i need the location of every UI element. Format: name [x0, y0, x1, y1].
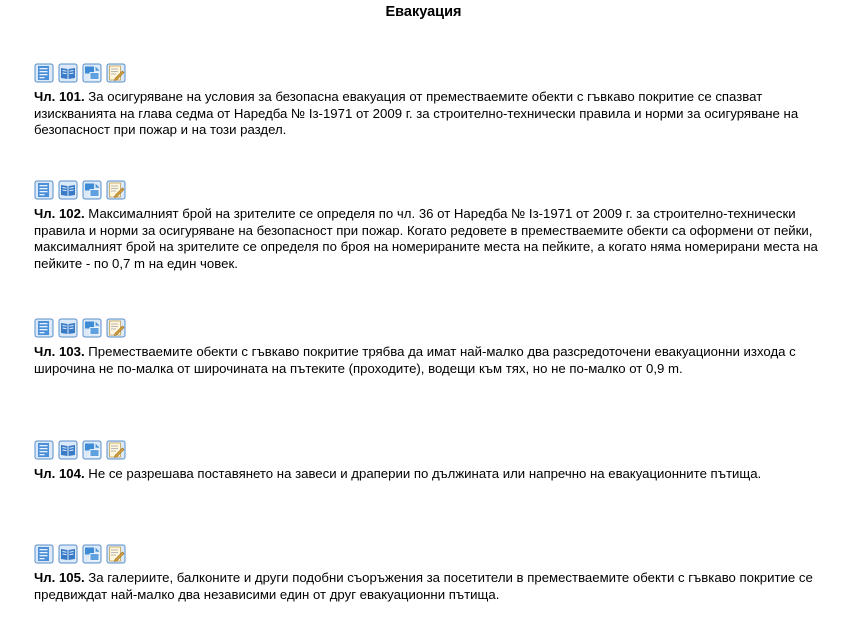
document-icon[interactable]: [34, 544, 54, 564]
article-toolbar: [34, 180, 824, 200]
book-icon[interactable]: [58, 440, 78, 460]
section-title: Евакуация: [385, 4, 462, 20]
document-icon[interactable]: [34, 180, 54, 200]
book-icon[interactable]: [58, 544, 78, 564]
article: [34, 180, 824, 272]
edit-note-icon[interactable]: [106, 440, 126, 460]
article-toolbar: [34, 63, 824, 83]
article-body: За галериите, балконите и други подобни съоръжения за посетители в преместваемите обекти с гъвкаво покритие се предвиждат най-малко два независими един от друг евакуационни пътища.: [34, 570, 813, 602]
article-body: Не се разрешава поставянето на завеси и драперии по дължината или напречно на евакуационните пътища.: [84, 466, 762, 481]
document-icon[interactable]: [34, 440, 54, 460]
compare-icon[interactable]: [82, 318, 102, 338]
article-body: За осигуряване на условия за безопасна евакуация от преместваемите обекти с гъвкаво покритие се спазват изискванията на глава седма от Наредба № Із-1971 от 2009 г. за строително-технически правила и норми за осигуряване на безопасност при пожар и на този раздел.: [34, 89, 799, 138]
article-text: [34, 466, 824, 483]
article-number: Чл. 105.: [34, 570, 85, 585]
article: [34, 318, 824, 377]
edit-note-icon[interactable]: [106, 318, 126, 338]
document-icon[interactable]: [34, 63, 54, 83]
article-toolbar: [34, 544, 824, 564]
article-number: Чл. 102.: [34, 206, 85, 221]
article: [34, 63, 824, 139]
article-toolbar: [34, 440, 824, 460]
edit-note-icon[interactable]: [106, 63, 126, 83]
article-number: Чл. 104.: [34, 466, 85, 481]
article-toolbar: [34, 318, 824, 338]
book-icon[interactable]: [58, 63, 78, 83]
article-text: [34, 89, 824, 139]
article-number: Чл. 103.: [34, 344, 85, 359]
book-icon[interactable]: [58, 180, 78, 200]
compare-icon[interactable]: [82, 63, 102, 83]
article-text: [34, 570, 824, 603]
article-body: Максималният брой на зрителите се определя по чл. 36 от Наредба № Із-1971 от 2009 г. за строително-технически правила и норми за осигуряване на безопасност при пожар. Когато редовете в преместваемите обекти са оформени от пейки, максималният брой на зрителите се определя по броя на номерираните места на пейките, а когато няма номерирани места на пейките - по 0,7 m на един човек.: [34, 206, 818, 271]
edit-note-icon[interactable]: [106, 544, 126, 564]
compare-icon[interactable]: [82, 440, 102, 460]
document-icon[interactable]: [34, 318, 54, 338]
article-text: [34, 206, 824, 272]
book-icon[interactable]: [58, 318, 78, 338]
article: [34, 544, 824, 603]
article-text: [34, 344, 824, 377]
compare-icon[interactable]: [82, 544, 102, 564]
edit-note-icon[interactable]: [106, 180, 126, 200]
article: [34, 440, 824, 483]
compare-icon[interactable]: [82, 180, 102, 200]
article-body: Преместваемите обекти с гъвкаво покритие трябва да имат най-малко два разсредоточени евакуационни изхода с широчина не по-малка от широчината на пътеките (проходите), водещи към тях, но не по-малко от 0,9 m.: [34, 344, 796, 376]
article-number: Чл. 101.: [34, 89, 85, 104]
